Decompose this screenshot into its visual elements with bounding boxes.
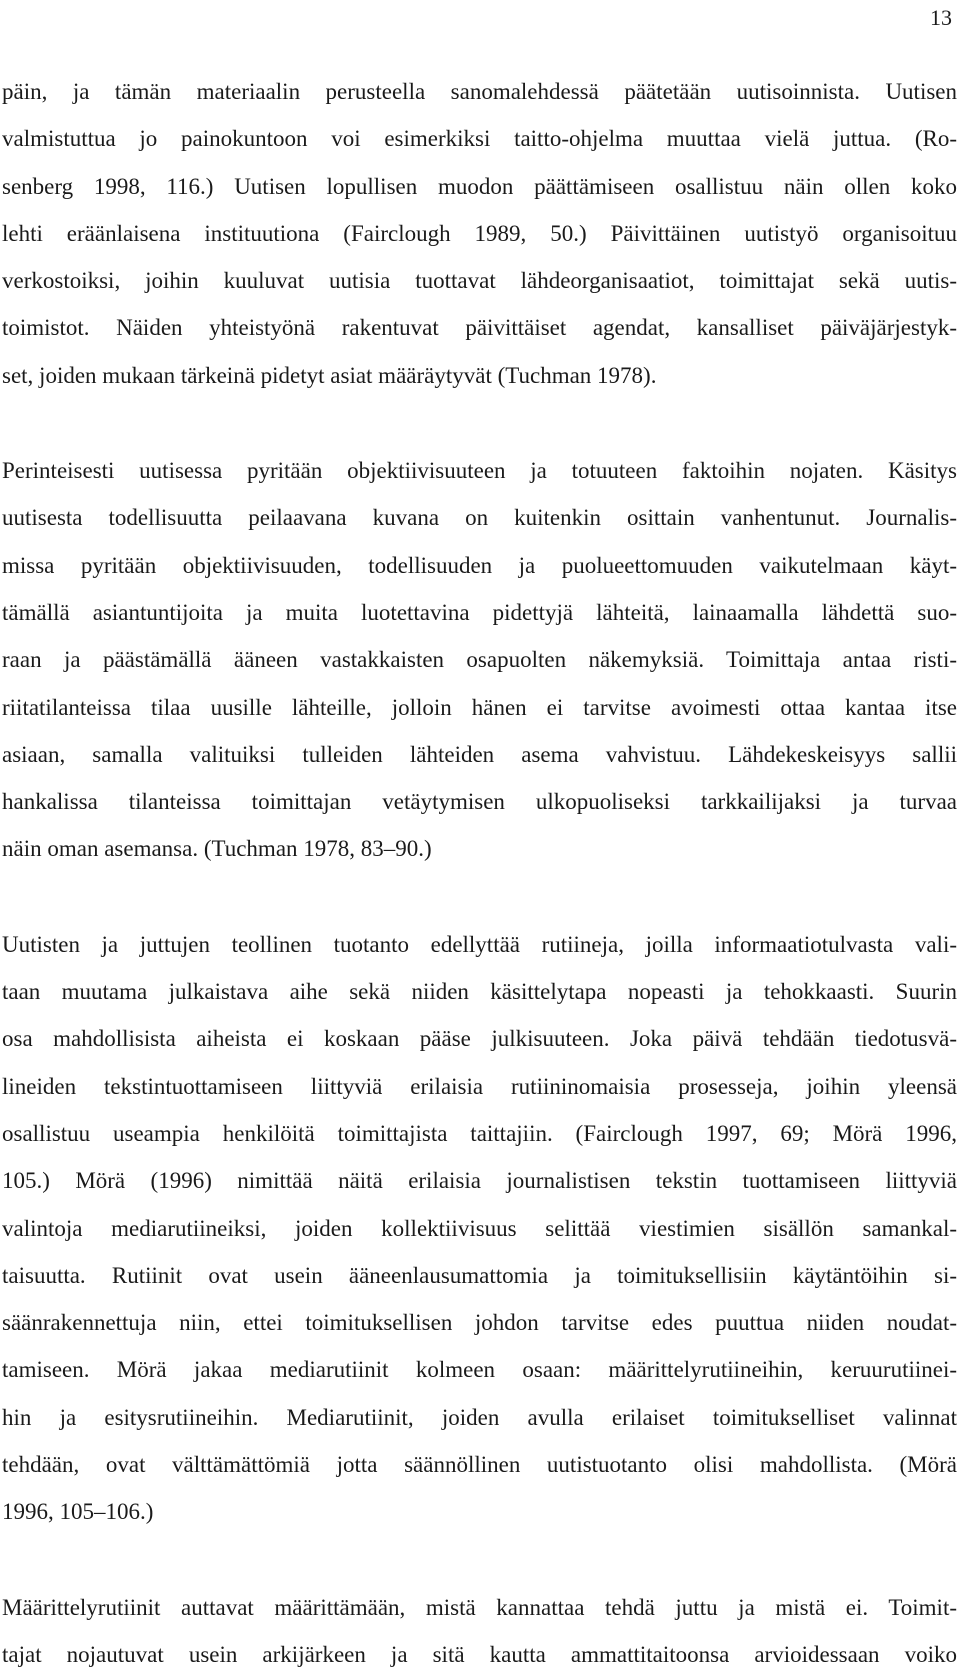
text-line: Uutisten ja juttujen teollinen tuotanto edellyttää rutiineja, joilla informaatiotulvasta vali-: [2, 931, 957, 957]
text-line: uutisesta todellisuutta peilaavana kuvana on kuitenkin osittain vanhentunut. Journalis-: [2, 505, 957, 531]
text-line: päin, ja tämän materiaalin perusteella sanomalehdessä päätetään uutisoinnista. Uutisen: [2, 79, 957, 104]
paragraph-1: [2, 68, 957, 399]
text-line: missa pyritään objektiivisuuden, todellisuuden ja puolueettomuuden vaikutelmaan käyt-: [2, 552, 957, 578]
text-line: hin ja esitysrutiineihin. Mediarutiinit, joiden avulla erilaiset toimitukselliset valinnat: [2, 1404, 957, 1430]
text-line: Perinteisesti uutisessa pyritään objektiivisuuteen ja totuuteen faktoihin nojaten. Käsitys: [2, 458, 957, 484]
text-line: 105.) Mörä (1996) nimittää näitä erilaisia journalistisen tekstin tuottamiseen liittyviä: [2, 1168, 957, 1194]
text-line: lehti eräänlaisena instituutiona (Fairclough 1989, 50.) Päivittäinen uutistyö organisoituu: [2, 220, 957, 246]
text-line: lineiden tekstintuottamiseen liittyviä erilaisia rutiininomaisia prosesseja, joihin yleensä: [2, 1073, 957, 1099]
text-line: Määrittelyrutiinit auttavat määrittämään, mistä kannattaa tehdä juttu ja mistä ei. Toimit-: [2, 1594, 957, 1620]
text-line: tamiseen. Mörä jakaa mediarutiinit kolmeen osaan: määrittelyrutiineihin, keruurutiinei-: [2, 1357, 957, 1383]
paragraph-3: [2, 921, 957, 1536]
text-line: verkostoiksi, joihin kuuluvat uutisia tuottavat lähdeorganisaatiot, toimittajat sekä uutis-: [2, 268, 957, 294]
text-line: valmistuttua jo painokuntoon voi esimerkiksi taitto-ohjelma muuttaa vielä juttua. (Ro-: [2, 126, 957, 152]
paragraph-spacer: [2, 399, 957, 447]
text-line: riitatilanteissa tilaa uusille lähteille, jolloin hänen ei tarvitse avoimesti ottaa kantaa itse: [2, 694, 957, 720]
text-line: tehdään, ovat välttämättömiä jotta säännöllinen uutistuotanto olisi mahdollista. (Mörä: [2, 1452, 957, 1478]
document-body: [2, 68, 957, 1678]
text-line: senberg 1998, 116.) Uutisen lopullisen muodon päättämiseen osallistuu näin ollen koko: [2, 173, 957, 199]
text-line: taan muutama julkaistava aihe sekä niiden käsittelytapa nopeasti ja tehokkaasti. Suurin: [2, 979, 957, 1005]
text-line: taisuutta. Rutiinit ovat usein ääneenlausumattomia ja toimituksellisiin käytäntöihin si-: [2, 1262, 957, 1288]
text-line: tajat nojautuvat usein arkijärkeen ja sitä kautta ammattitaitoonsa arvioidessaan voiko: [2, 1641, 957, 1667]
text-line: osallistuu useampia henkilöitä toimittajista taittajiin. (Fairclough 1997, 69; Mörä 1996,: [2, 1120, 957, 1146]
text-line: säänrakennettuja niin, ettei toimituksellisen johdon tarvitse edes puuttua niiden noudat-: [2, 1310, 957, 1336]
page-number: 13: [930, 5, 952, 30]
text-line: set, joiden mukaan tärkeinä pidetyt asiat määräytyvät (Tuchman 1978).: [2, 362, 657, 388]
text-line: toimistot. Näiden yhteistyönä rakentuvat päivittäiset agendat, kansalliset päiväjärjestyk-: [2, 315, 957, 341]
text-line: tämällä asiantuntijoita ja muita luotettavina pidettyjä lähteitä, lainaamalla lähdettä suo-: [2, 599, 957, 625]
text-line: hankalissa tilanteissa toimittajan vetäytymisen ulkopuoliseksi tarkkailijaksi ja turvaa: [2, 789, 957, 815]
text-line: osa mahdollisista aiheista ei koskaan pääse julkisuuteen. Joka päivä tehdään tiedotusvä-: [2, 1026, 957, 1052]
text-line: raan ja päästämällä ääneen vastakkaisten osapuolten näkemyksiä. Toimittaja antaa risti-: [2, 647, 957, 673]
text-line: näin oman asemansa. (Tuchman 1978, 83–90.): [2, 836, 432, 862]
paragraph-4: [2, 1584, 957, 1678]
paragraph-spacer: [2, 873, 957, 921]
paragraph-spacer: [2, 1536, 957, 1584]
text-line: 1996, 105–106.): [2, 1499, 154, 1525]
paragraph-2: [2, 447, 957, 873]
text-line: valintoja mediarutiineiksi, joiden kollektiivisuus selittää viestimien sisällön samankal-: [2, 1215, 957, 1241]
text-line: asiaan, samalla valituiksi tulleiden lähteiden asema vahvistuu. Lähdekeskeisyys sallii: [2, 741, 957, 767]
